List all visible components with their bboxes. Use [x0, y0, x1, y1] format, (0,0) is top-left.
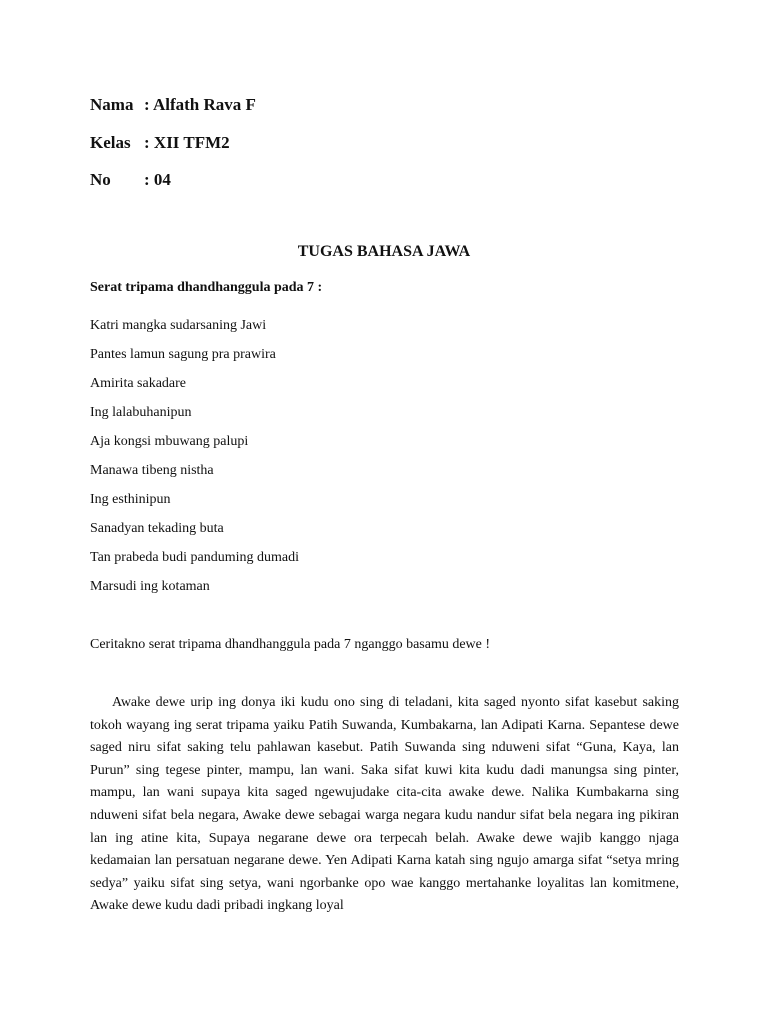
poem-line: Sanadyan tekading buta — [90, 521, 224, 536]
poem-line: Ing esthinipun — [90, 492, 171, 507]
number-value: : 04 — [144, 170, 171, 189]
poem-heading: Serat tripama dhandhanggula pada 7 : — [90, 280, 323, 295]
class-label: Kelas — [90, 133, 131, 152]
task-prompt: Ceritakno serat tripama dhandhanggula pada 7 nganggo basamu dewe ! — [90, 637, 491, 652]
name-line — [90, 95, 256, 115]
number-line — [90, 170, 171, 190]
number-label: No — [90, 170, 111, 189]
name-value: : Alfath Rava F — [144, 95, 256, 114]
name-label: Nama — [90, 95, 134, 114]
poem-line: Marsudi ing kotaman — [90, 579, 210, 594]
page-title: TUGAS BAHASA JAWA — [297, 243, 471, 260]
class-value: : XII TFM2 — [144, 133, 230, 152]
class-line — [90, 133, 230, 153]
poem-line: Tan prabeda budi panduming dumadi — [90, 550, 299, 565]
poem-line: Katri mangka sudarsaning Jawi — [90, 318, 267, 333]
poem-lines — [90, 316, 299, 606]
poem-line: Amirita sakadare — [90, 376, 187, 391]
poem-line: Ing lalabuhanipun — [90, 405, 192, 420]
essay-paragraph: Awake dewe urip ing donya iki kudu ono sing di teladani, kita saged nyonto sifat kasebut saking tokoh wayang ing serat tripama yaiku Patih Suwanda, Kumbakarna, lan Adipati Karna. Sepantese dewe saged niru sifat saking telu pahlawan kasebut. Patih Suwanda sing nduweni sifat “Guna, Kaya, lan Purun” sing tegese pinter, mampu, lan wani. Saka sifat kuwi kita kudu dadi manungsa sing pinter, mampu, lan wani supaya kita saged ngewujudake cita-cita awake dewe. Nalika Kumbakarna sing nduweni sifat bela negara, Awake dewe sebagai warga negara kudu nandur sifat bela negara ing pikiran lan ing atine kita, Supaya negarane dewe ora terpecah belah. Awake dewe wajib kanggo njaga kedamaian lan persatuan negarane dewe. Yen Adipati Karna katah sing ngujo amarga sifat “setya mring sedya” yaiku sifat sing setya, wani ngorbanke opo wae kanggo mertahanke loyalitas lan komitmene, Awake dewe kudu dadi pribadi ingkang loyal — [90, 695, 679, 914]
poem-line: Aja kongsi mbuwang palupi — [90, 434, 249, 449]
poem-line: Manawa tibeng nistha — [90, 463, 214, 478]
poem-line: Pantes lamun sagung pra prawira — [90, 347, 276, 362]
